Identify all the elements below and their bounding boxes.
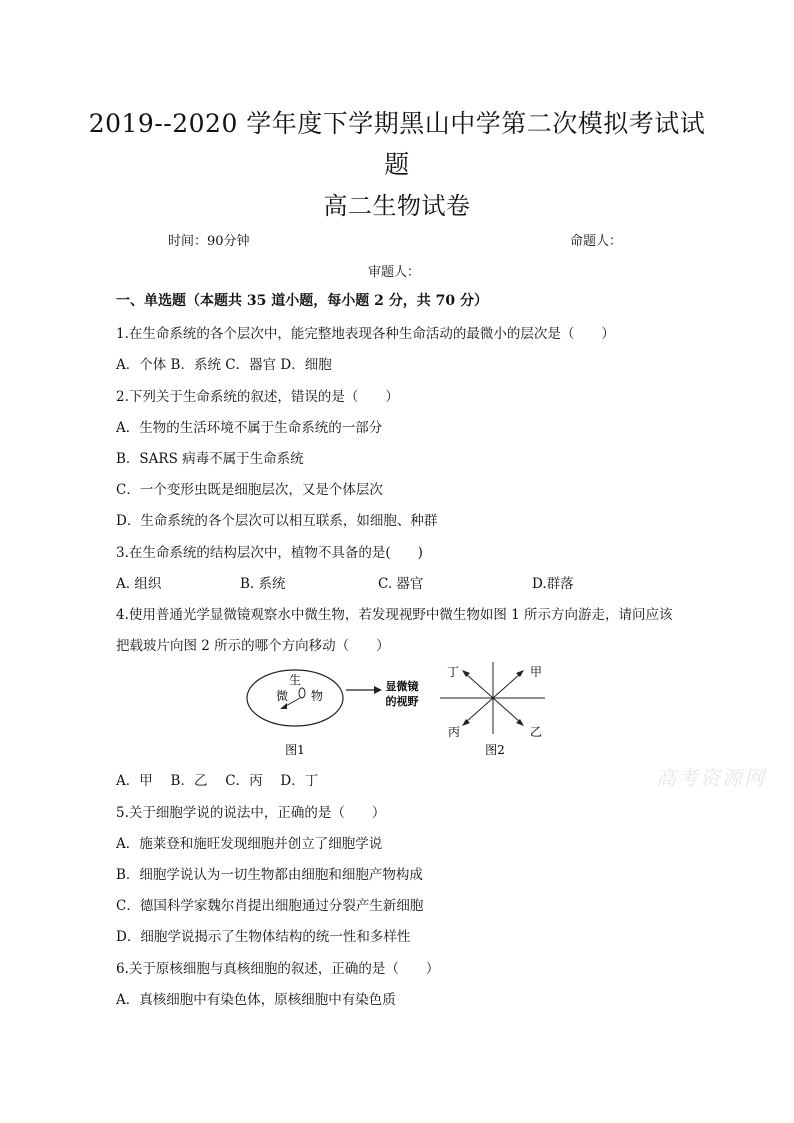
question-4-stem-line2: 把载玻片向图 2 所示的哪个方向移动（ ） [116, 638, 390, 654]
question-1-options: A．个体 B．系统 C．器官 D．细胞 [116, 357, 332, 373]
question-2-option-a: A．生物的生活环境不属于生命系统的一部分 [116, 420, 383, 436]
fig2-caption: 图2 [485, 743, 505, 757]
direction-jia: 甲 [529, 665, 543, 679]
exam-title-line1: 2019--2020 学年度下学期黑山中学第二次模拟考试试 [88, 109, 706, 138]
microscope-diagram [240, 660, 560, 760]
to-label-arrow-head [374, 686, 382, 694]
exam-reviewer: 审题人： [368, 265, 421, 280]
question-2-stem: 2.下列关于生命系统的叙述，错误的是（ ） [116, 389, 399, 405]
section-heading: 一、单选题（本题共 35 道小题，每小题 2 分，共 70 分） [116, 293, 488, 309]
question-2-option-b: B．SARS 病毒不属于生命系统 [116, 451, 304, 467]
question-6-option-a: A．真核细胞中有染色体，原核细胞中有染色质 [116, 992, 396, 1008]
direction-yi: 乙 [529, 725, 543, 739]
exam-subtitle: 高二生物试卷 [323, 192, 471, 220]
question-5-stem: 5.关于细胞学说的说法中，正确的是（ ） [116, 805, 386, 821]
arrow-bing [466, 698, 493, 722]
question-2-option-d: D．生命系统的各个层次可以相互联系，如细胞、种群 [116, 513, 438, 529]
question-3-option-b: B. 系统 [240, 576, 286, 592]
fig1-char-2: 微 [275, 689, 289, 703]
question-3-option-c: C. 器官 [378, 576, 424, 592]
arrow-jia [493, 674, 520, 698]
watermark: 高考资源网 [656, 766, 766, 790]
movement-arrow-head [280, 703, 287, 709]
exam-title-line2: 题 [384, 150, 410, 179]
question-3-option-d: D.群落 [532, 576, 574, 592]
fig1-char-1: 生 [288, 673, 302, 687]
fig1-label-line2: 的视野 [385, 695, 419, 708]
question-3-option-a: A. 组织 [116, 576, 162, 592]
question-6-stem: 6.关于原核细胞与真核细胞的叙述，正确的是（ ） [116, 961, 440, 977]
exam-author: 命题人： [570, 234, 623, 249]
question-5-option-b: B．细胞学说认为一切生物都由细胞和细胞产物构成 [116, 867, 423, 883]
microscope-figure [240, 660, 560, 760]
question-4-stem-line1: 4.使用普通光学显微镜观察水中微生物，若发现视野中微生物如图 1 所示方向游走，请问应该 [116, 607, 673, 623]
arrow-ding [466, 674, 493, 698]
arrow-yi [493, 698, 520, 722]
direction-ding: 丁 [446, 665, 460, 679]
microorganism-shape [299, 688, 305, 698]
question-1-stem: 1.在生命系统的各个层次中，能完整地表现各种生命活动的最微小的层次是（ ） [116, 326, 615, 342]
question-5-option-c: C．德国科学家魏尔肖提出细胞通过分裂产生新细胞 [116, 898, 424, 914]
exam-time: 时间：90分钟 [168, 234, 250, 249]
question-5-option-d: D．细胞学说揭示了生物体结构的统一性和多样性 [116, 929, 411, 945]
fig1-char-3: 物 [310, 689, 324, 703]
question-3-stem: 3.在生命系统的结构层次中，植物不具备的是( ) [116, 545, 423, 561]
fig1-caption: 图1 [285, 743, 305, 757]
question-2-option-c: C．一个变形虫既是细胞层次，又是个体层次 [116, 482, 383, 498]
question-4-options: A．甲 B．乙 C．丙 D．丁 [116, 773, 319, 789]
fig1-label-line1: 显微镜 [385, 680, 419, 693]
direction-bing: 丙 [447, 725, 461, 739]
question-5-option-a: A．施莱登和施旺发现细胞并创立了细胞学说 [116, 836, 383, 852]
